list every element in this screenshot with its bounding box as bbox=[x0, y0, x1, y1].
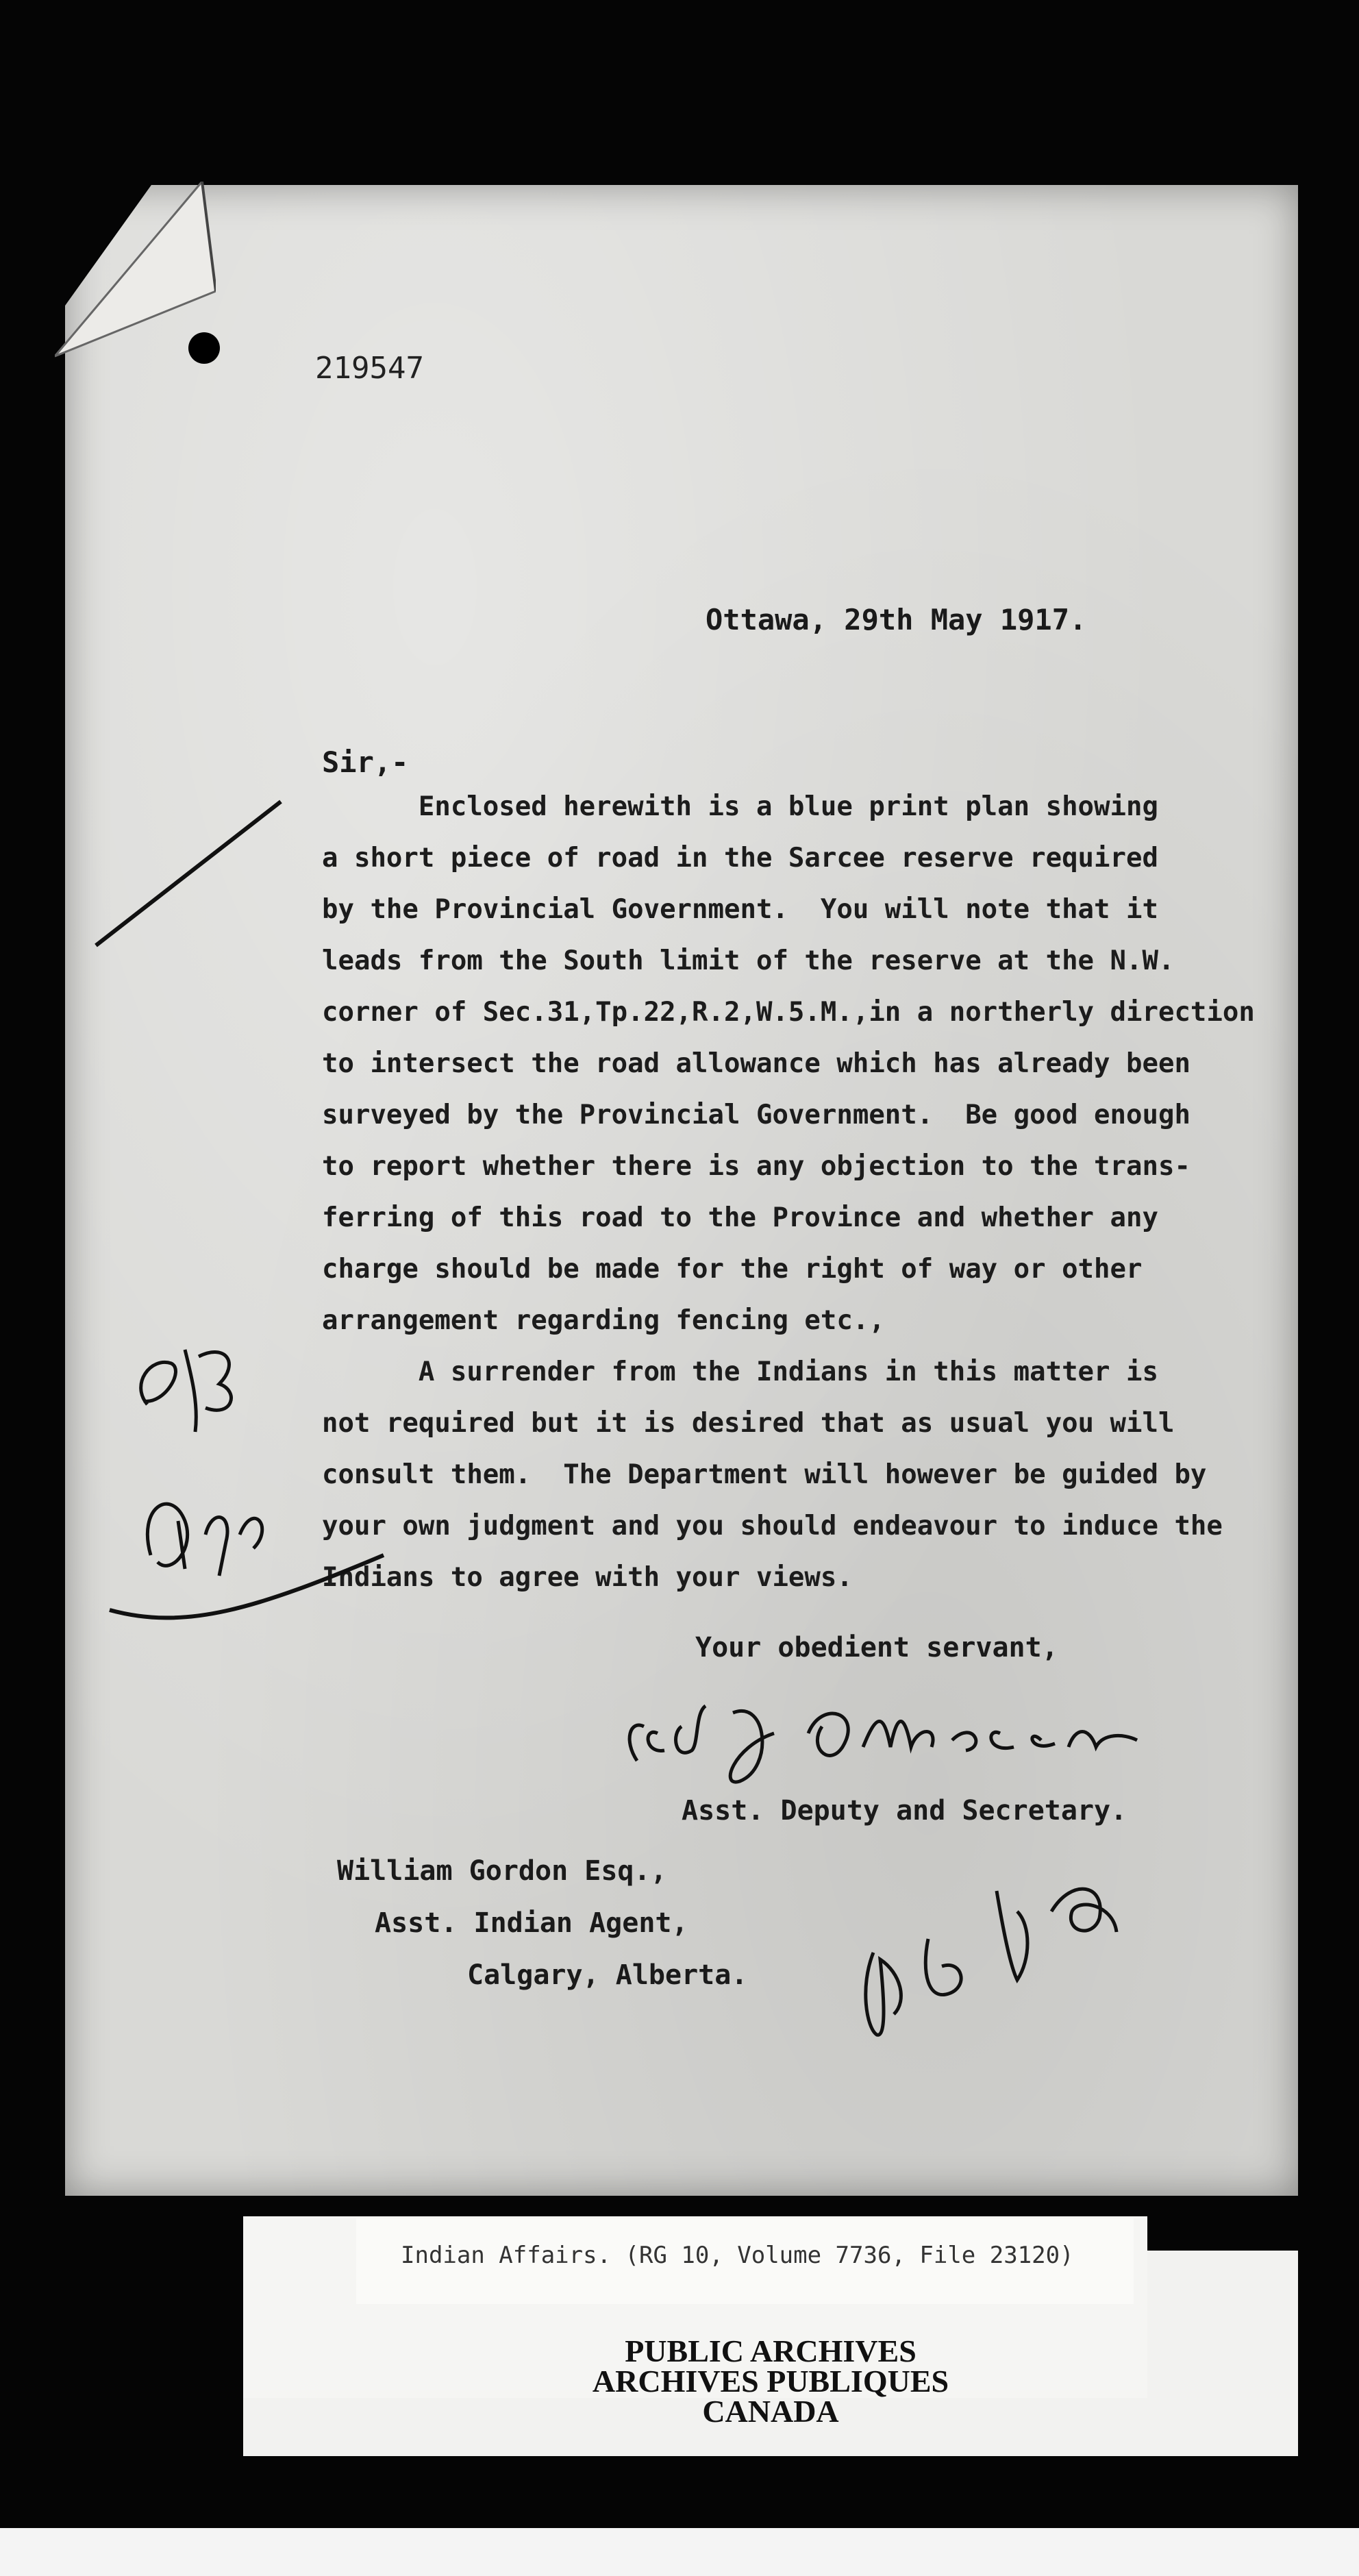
body-line: not required but it is desired that as usual you will bbox=[322, 1408, 1175, 1439]
addressee-block bbox=[337, 1845, 747, 2001]
body-line: corner of Sec.31,Tp.22,R.2,W.5.M.,in a northerly direction bbox=[322, 997, 1255, 1028]
addressee-title: Asst. Indian Agent, bbox=[375, 1907, 688, 1939]
handwritten-initials bbox=[846, 1863, 1127, 2048]
archive-stamp bbox=[243, 2333, 1298, 2429]
body-line: to intersect the road allowance which has already been bbox=[322, 1048, 1190, 1079]
body-line: a short piece of road in the Sarcee reserve required bbox=[322, 843, 1158, 874]
body-line: to report whether there is any objection to the trans- bbox=[322, 1151, 1190, 1182]
scan-edge bbox=[0, 2528, 1359, 2576]
body-line: charge should be made for the right of way or other bbox=[322, 1254, 1143, 1285]
margin-annotations bbox=[82, 788, 390, 1692]
body-line: surveyed by the Provincial Government. Be good enough bbox=[322, 1100, 1190, 1130]
file-number: 219547 bbox=[315, 351, 424, 386]
body-line: Enclosed herewith is a blue print plan showing bbox=[322, 791, 1158, 822]
salutation: Sir,- bbox=[322, 745, 409, 779]
punch-hole bbox=[188, 332, 220, 364]
body-line: your own judgment and you should endeavour to induce the bbox=[322, 1511, 1223, 1541]
body-line: by the Provincial Government. You will note that it bbox=[322, 894, 1158, 925]
body-line: A surrender from the Indians in this matter is bbox=[322, 1357, 1158, 1387]
letter-body bbox=[322, 781, 1255, 1603]
archive-line-english: PUBLIC ARCHIVES bbox=[625, 2333, 917, 2368]
body-line: ferring of this road to the Province and whether any bbox=[322, 1202, 1158, 1233]
addressee-location: Calgary, Alberta. bbox=[467, 1959, 748, 1991]
closing: Your obedient servant, bbox=[695, 1632, 1058, 1663]
body-line: leads from the South limit of the reserve at the N.W. bbox=[322, 945, 1175, 976]
body-line: arrangement regarding fencing etc., bbox=[322, 1305, 885, 1336]
archive-reference: Indian Affairs. (RG 10, Volume 7736, File 23120) bbox=[401, 2242, 1074, 2269]
handwritten-signature bbox=[616, 1685, 1151, 1788]
addressee-name: William Gordon Esq., bbox=[337, 1855, 667, 1887]
archive-line-french: ARCHIVES PUBLIQUES bbox=[592, 2364, 949, 2399]
body-line: consult them. The Department will however be guided by bbox=[322, 1459, 1207, 1490]
body-line: Indians to agree with your views. bbox=[322, 1562, 853, 1593]
archive-line-country: CANADA bbox=[702, 2394, 839, 2429]
letter-date: Ottawa, 29th May 1917. bbox=[706, 603, 1087, 636]
signatory-title: Asst. Deputy and Secretary. bbox=[682, 1795, 1127, 1826]
